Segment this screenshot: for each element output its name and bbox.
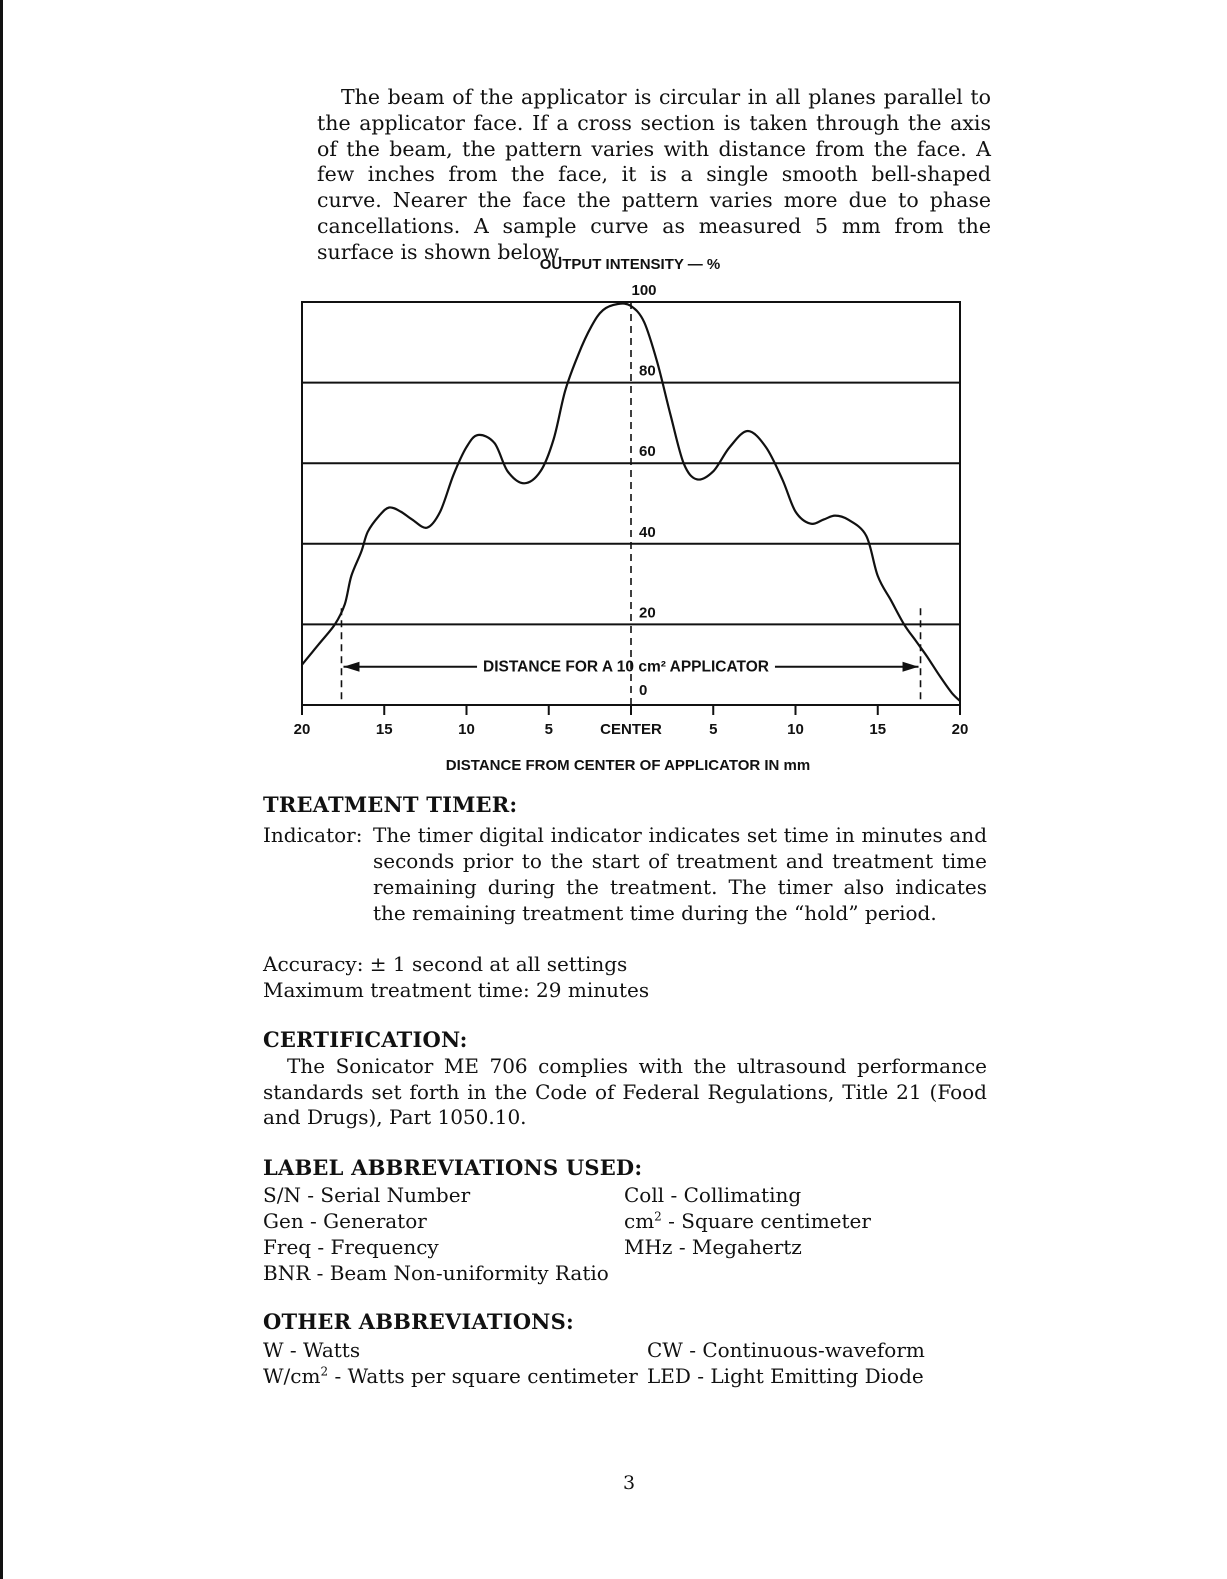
scan-edge-line <box>0 0 3 1579</box>
x-tick-label-0: 20 <box>293 721 311 738</box>
abbr-serial-number: S/N - Serial Number <box>263 1183 471 1207</box>
chart-title: OUTPUT INTENSITY — % <box>539 256 721 273</box>
y-tick-label-100: 100 <box>631 282 657 299</box>
abbr-continuous-waveform: CW - Continuous-waveform <box>647 1338 925 1362</box>
certification-text: The Sonicator ME 706 complies with the ultrasound performance standards set forth in the Code of Federal Regulations, Title 21 (Food and Drugs), Part 1050.10. <box>263 1054 987 1129</box>
indicator-text: The timer digital indicator indicates set time in minutes and seconds prior to the start of treatment and treatment time remaining during the treatment. The timer also indicates the remaining treatment time during the “hold” period. <box>373 823 987 925</box>
abbr-watts: W - Watts <box>263 1338 361 1362</box>
intensity-chart <box>285 248 985 778</box>
x-tick-label-4: CENTER <box>600 721 662 738</box>
applicator-arrowhead-right <box>903 662 919 672</box>
x-tick-label-7: 15 <box>869 721 887 738</box>
chart-x-axis-label: DISTANCE FROM CENTER OF APPLICATOR IN mm <box>445 757 811 774</box>
applicator-arrowhead-left <box>343 662 359 672</box>
applicator-range-label: DISTANCE FOR A 10 cm² APPLICATOR <box>483 658 769 676</box>
chart-x-ticks <box>294 705 969 738</box>
x-tick-label-5: 5 <box>709 721 718 738</box>
abbr-watts-per-cm2: $W/cm^2$ - Watts per square centimeter <box>263 1364 638 1388</box>
certification-heading: CERTIFICATION: <box>263 1027 468 1052</box>
y-tick-label-40: 40 <box>639 523 656 541</box>
abbr-megahertz: MHz - Megahertz <box>624 1235 802 1259</box>
abbr-square-centimeter: $cm^2$ - Square centimeter <box>624 1209 871 1233</box>
indicator-label: Indicator: <box>263 823 363 847</box>
max-time-text: Maximum treatment time: 29 minutes <box>263 978 650 1002</box>
x-tick-label-8: 20 <box>951 721 969 738</box>
x-tick-label-1: 15 <box>375 721 393 738</box>
y-tick-label-0: 0 <box>639 682 648 699</box>
abbr-bnr: BNR - Beam Non-uniformity Ratio <box>263 1261 609 1285</box>
x-tick-label-2: 10 <box>458 721 475 738</box>
abbr-generator: Gen - Generator <box>263 1209 427 1233</box>
other-abbreviations-heading: OTHER ABBREVIATIONS: <box>263 1309 574 1334</box>
abbr-frequency: Freq - Frequency <box>263 1235 439 1259</box>
x-tick-label-3: 5 <box>544 721 553 738</box>
treatment-timer-heading: TREATMENT TIMER: <box>263 792 518 817</box>
y-tick-label-80: 80 <box>639 362 656 380</box>
y-tick-label-60: 60 <box>639 443 656 461</box>
intro-paragraph: The beam of the applicator is circular in all planes parallel to the applicator face. If a cross section is taken through the axis of the beam, the pattern varies with distance from the face. A few inches from the face, it is a single smooth bell-shaped curve. Nearer the face the pattern varies more due to phase cancellations. A sample curve as measured 5 mm from the surface is shown below. <box>317 85 991 264</box>
accuracy-text: Accuracy: ± 1 second at all settings <box>263 952 628 976</box>
abbr-led: LED - Light Emitting Diode <box>647 1364 924 1388</box>
y-tick-label-20: 20 <box>639 604 656 622</box>
page-number: 3 <box>622 1472 636 1494</box>
label-abbreviations-heading: LABEL ABBREVIATIONS USED: <box>263 1155 643 1180</box>
x-tick-label-6: 10 <box>787 721 804 738</box>
abbr-collimating: Coll - Collimating <box>624 1183 802 1207</box>
chart-gridlines <box>302 302 960 707</box>
